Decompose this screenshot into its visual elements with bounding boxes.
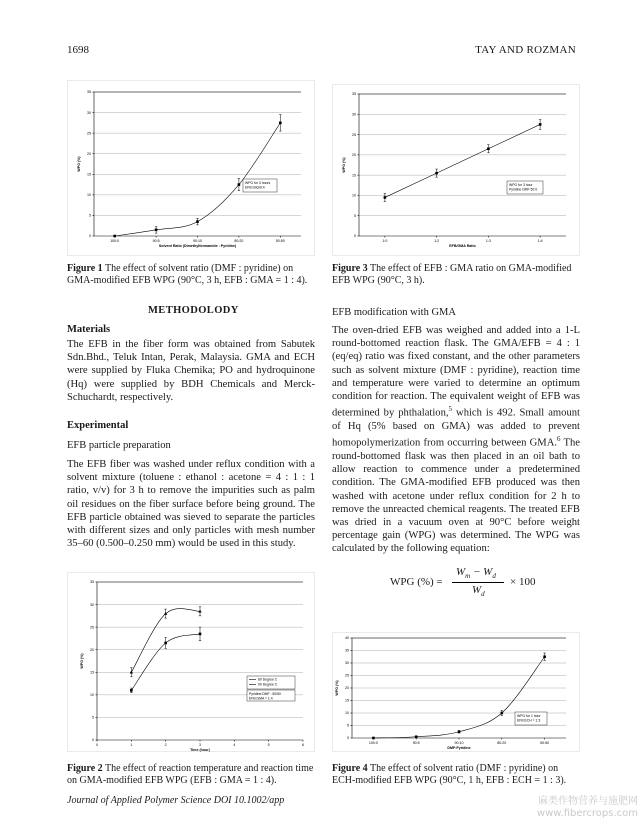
figure-4-label: Figure 4 [332, 763, 368, 774]
y-tick-label: 35 [345, 648, 349, 653]
x-tick-label: 4 [233, 743, 236, 747]
y-tick-label: 35 [352, 92, 356, 97]
reference-6: 6 [557, 435, 561, 444]
x-tick-label: 5 [267, 743, 270, 747]
section-heading-methodology: METHODOLODY [148, 305, 239, 316]
data-point [196, 220, 199, 223]
paragraph-materials: The EFB in the fiber form was obtained from Sabutek Sdn.Bhd., Teluk Intan, Perak, Malaysia. GMA and ECH were supplied by Fluka Chemika; PO and hydroquinone (Hq) were supplied by BDH Chemicals and Merck-Schuchardt, respectively. [67, 339, 315, 403]
figure-3-chart [332, 84, 580, 256]
paragraph-gma-modification: The oven-dried EFB was weighed and added into a 1-L round-bottomed reaction flask. The GMA/EFB = 4 : 1 (eq/eq) ratio was fixed constant, and the other parameters such as solvent mixture (DMF : pyridine), reaction time and temperature were varied to determine an optimum condition for reaction. The equivalent weight of EFB was determined by phthalation,$^5$ which is 492. Small amount of Hq (5% based on GMA) was added to prevent homopolymerization from occurring between GMA.$^6$ The round-bottomed flask was then placed in an oil bath to allow reaction to commence under a predetermined condition. The GMA-modified EFB produced was then washed with acetone under reflux condition for 2 h to remove the unreacted chemical reagents. The treated EFB was dried in a vacuum oven at 90°C before weight percentage gain (WPG) was determined. The WPG was calculated by the following equation: [332, 325, 580, 555]
y-tick-label: 10 [90, 693, 94, 698]
x-tick-label: 80:20 [497, 741, 507, 745]
data-point [372, 737, 375, 740]
subsection-heading-materials: Materials [67, 324, 111, 335]
data-point [113, 235, 116, 238]
y-tick-label: 20 [87, 151, 91, 156]
x-tick-label: 3 [199, 743, 201, 747]
data-point [435, 172, 438, 175]
y-tick-label: 40 [345, 636, 349, 641]
chart-frame [333, 85, 580, 256]
x-tick-label: 6 [302, 743, 304, 747]
running-title: TAY AND ROZMAN [475, 44, 576, 56]
y-tick-label: 5 [92, 715, 94, 720]
paragraph-particle-prep: The EFB fiber was washed under reflux condition with a solvent mixture (toluene : ethanol : acetone = 4 : 1 : 1 ratio, v/v) for 3 h to remove the impurities such as palm oil residues on the fiber surface before being ground. The EFB particle obtained was sieved to separate the particles with different sizes and only particles with mesh number 35–60 (0.500–0.250 mm) would be used in this study. [67, 459, 315, 550]
equation-denominator: $W_d$ [472, 584, 485, 599]
x-tick-label: 90:10 [193, 239, 202, 243]
data-point [238, 183, 241, 186]
x-axis-label: EFB/GMA Ratio [449, 244, 476, 248]
x-tick-label: 100:0 [110, 239, 120, 243]
y-tick-label: 25 [90, 625, 94, 630]
legend-entry: 90 Degree C [258, 682, 278, 687]
figure-3-caption [332, 263, 580, 287]
y-tick-label: 15 [90, 670, 94, 675]
y-axis-label: WPG (%) [335, 680, 339, 696]
y-tick-label: 35 [90, 580, 94, 585]
journal-footer: Journal of Applied Polymer Science DOI 10.1002/app [67, 795, 285, 806]
y-tick-label: 20 [352, 153, 356, 158]
figure-1-caption [67, 263, 315, 287]
wpg-equation [390, 566, 550, 602]
page-number: 1698 [67, 44, 89, 56]
y-tick-label: 10 [352, 193, 356, 198]
x-tick-label: 90:5 [412, 741, 420, 745]
y-tick-label: 30 [345, 661, 349, 666]
figure-2-chart [67, 572, 315, 752]
y-tick-label: 5 [347, 723, 349, 728]
data-point [199, 633, 202, 636]
figure-4-caption [332, 763, 580, 787]
figure-1-chart [67, 80, 315, 256]
y-tick-label: 10 [345, 711, 349, 716]
watermark-line-1: 麻类作物营养与施肥网 [538, 796, 638, 807]
legend-entry: 80 Degree C [258, 677, 278, 682]
equation-fraction-bar [452, 582, 504, 583]
legend-entry: WPG for 3 hour [509, 183, 533, 187]
data-point [155, 229, 158, 232]
x-tick-label: 1 [130, 743, 133, 747]
figure-4-caption-text: The effect of solvent ratio (DMF : pyridine) on ECH-modified EFB WPG (90°C, 1 h, EFB : ECH = 1 : 3). [332, 763, 567, 786]
annotation-text: EFB:GMA = 1:4 [249, 696, 273, 701]
y-tick-label: 20 [345, 686, 349, 691]
annotation-text: Pyridine:DMF : 50/50 [249, 692, 281, 696]
y-tick-label: 30 [352, 112, 356, 117]
figure-3-caption-text: The effect of EFB : GMA ratio on GMA-modified EFB WPG (90°C, 3 h). [332, 263, 572, 286]
equation-rhs: × 100 [510, 576, 536, 588]
y-axis-label: WPG (%) [77, 156, 81, 172]
subsubsection-heading-particle-prep: EFB particle preparation [67, 440, 171, 451]
data-point [487, 147, 490, 150]
y-tick-label: 25 [87, 131, 91, 136]
data-point [415, 735, 418, 738]
y-tick-label: 30 [87, 110, 91, 115]
x-axis-label: DMF:Pyridine [447, 746, 471, 750]
subsubsection-heading-gma-modification: EFB modification with GMA [332, 307, 456, 318]
x-tick-label: 100:0 [368, 741, 378, 745]
y-tick-label: 15 [87, 172, 91, 177]
y-tick-label: 5 [354, 213, 356, 218]
y-axis-label: WPG (%) [342, 157, 346, 173]
x-tick-label: 1:2 [434, 239, 440, 243]
x-tick-label: 90:5 [152, 239, 160, 243]
y-tick-label: 25 [345, 673, 349, 678]
x-axis-label: Time (hour) [190, 748, 210, 752]
legend-entry: EFB:Glicidi:4 [245, 185, 265, 190]
y-axis-label: WPG (%) [80, 653, 84, 669]
data-point [279, 122, 282, 125]
figure-1-caption-text: The effect of solvent ratio (DMF : pyridine) on GMA-modified EFB WPG (90°C, 3 h, EFB : GMA = 1 : 4). [67, 263, 308, 286]
data-point [458, 730, 461, 733]
y-tick-label: 35 [87, 90, 91, 95]
subsection-heading-experimental: Experimental [67, 420, 129, 431]
data-point [384, 196, 387, 199]
data-point [539, 123, 542, 126]
y-tick-label: 0 [89, 234, 91, 239]
y-tick-label: 0 [354, 234, 356, 239]
y-tick-label: 30 [90, 602, 94, 607]
legend-entry: WPG for 3 hours [245, 181, 271, 185]
y-tick-label: 0 [92, 738, 94, 743]
data-point [164, 642, 167, 645]
chart-frame [68, 81, 315, 256]
figure-2-caption [67, 763, 315, 787]
figure-1-label: Figure 1 [67, 263, 103, 274]
x-axis-label: Solvent Ratio (Dimethylformamide : Pyridine) [158, 244, 237, 248]
x-tick-label: 90:10 [454, 741, 464, 745]
figure-4-chart [332, 632, 580, 752]
y-tick-label: 15 [352, 173, 356, 178]
legend-entry: Pyridine DMF 50:0 [509, 187, 538, 192]
data-point [130, 689, 133, 692]
watermark-line-2: www.fibercrops.com [536, 808, 638, 819]
y-tick-label: 0 [347, 736, 349, 741]
legend-entry: EFB:ECH = 1:3 [517, 718, 541, 723]
figure-2-caption-text: The effect of reaction temperature and reaction time on GMA-modified EFB WPG (EFB : GMA = 1 : 4). [67, 763, 314, 786]
x-tick-label: 50:50 [275, 239, 285, 243]
legend-entry: WPG for 1 hour [517, 714, 541, 718]
data-point [501, 712, 504, 715]
x-tick-label: 80:20 [234, 239, 244, 243]
y-tick-label: 15 [345, 698, 349, 703]
x-tick-label: 1:3 [485, 239, 491, 243]
y-tick-label: 20 [90, 647, 94, 652]
figure-2-label: Figure 2 [67, 763, 103, 774]
chart-frame [68, 573, 315, 752]
x-tick-label: 2 [164, 743, 167, 747]
y-tick-label: 5 [89, 213, 91, 218]
figure-3-label: Figure 3 [332, 263, 368, 274]
reference-5: 5 [448, 405, 453, 414]
data-point [543, 655, 546, 658]
y-tick-label: 10 [87, 193, 91, 198]
x-tick-label: 1:4 [537, 239, 543, 243]
equation-lhs: WPG (%) = [390, 576, 443, 588]
x-tick-label: 1:0 [382, 239, 388, 243]
equation-numerator: $W_m - W_d$ [456, 566, 496, 581]
y-tick-label: 25 [352, 132, 356, 137]
watermark [537, 796, 638, 820]
x-tick-label: 0 [96, 743, 98, 747]
x-tick-label: 50:50 [540, 741, 550, 745]
